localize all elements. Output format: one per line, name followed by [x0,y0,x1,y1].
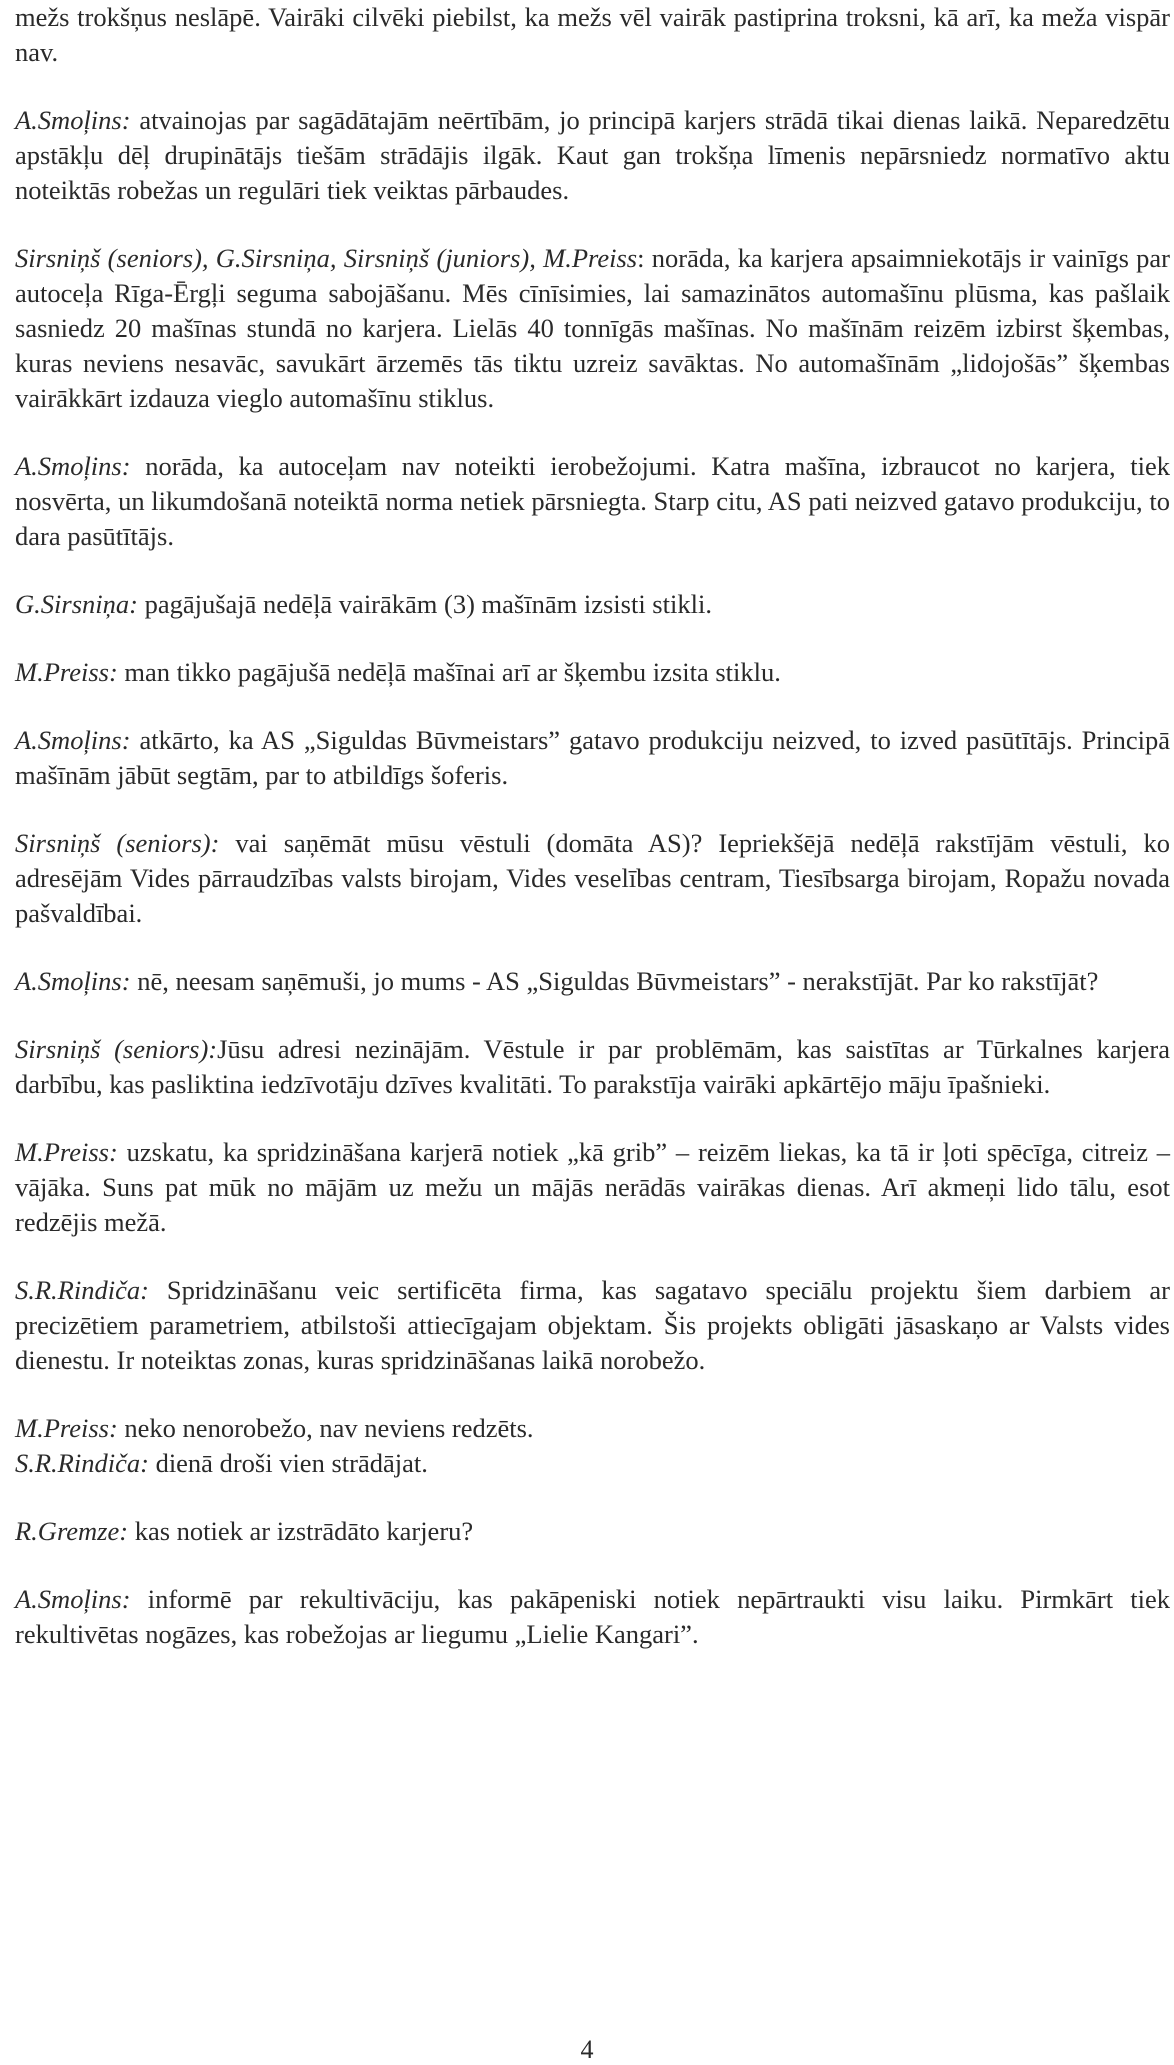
paragraph-10 [15,1032,1170,1102]
speaker-name: R.Gremze: [15,1516,129,1546]
paragraph-15 [15,1514,1170,1549]
paragraph-14 [15,1446,1170,1481]
speaker-name: A.Smoļins: [15,105,131,135]
paragraph-text: man tikko pagājušā nedēļā mašīnai arī ar šķembu izsita stiklu. [117,657,781,687]
paragraph-text: uzskatu, ka spridzināšana karjerā notiek „kā grib” – reizēm liekas, ka tā ir ļoti spēcīga, citreiz – vājāka. Suns pat mūk no mājām uz mežu un mājās nerādās vairākas dienas. Arī akmeņi lido tālu, esot redzējis mežā. [15,1137,1170,1237]
paragraph-8 [15,826,1170,931]
speaker-name: Sirsniņš (seniors): [15,828,220,858]
page-number: 4 [580,2035,594,2064]
paragraph-4 [15,449,1170,554]
paragraph-9 [15,964,1170,999]
paragraph-text: Spridzināšanu veic sertificēta firma, kas sagatavo speciālu projektu šiem darbiem ar precizētiem parametriem, atbilstoši attiecīgajam objektam. Šis projekts obligāti jāsaskaņo ar Valsts vides dienestu. Ir noteiktas zonas, kuras spridzināšanas laikā norobežo. [15,1275,1170,1375]
paragraph-12 [15,1273,1170,1378]
speaker-name: A.Smoļins: [15,966,131,996]
speaker-name: S.R.Rindiča: [15,1448,149,1478]
speaker-name: Sirsniņš (seniors): [15,1034,218,1064]
speaker-name: A.Smoļins: [15,725,131,755]
paragraph-text: atkārto, ka AS „Siguldas Būvmeistars” gatavo produkciju neizved, to izved pasūtītājs. Principā mašīnām jābūt segtām, par to atbildīgs šoferis. [15,725,1170,790]
paragraph-text: informē par rekultivāciju, kas pakāpeniski notiek nepārtraukti visu laiku. Pirmkārt tiek rekultivētas nogāzes, kas robežojas ar liegumu „Lielie Kangari”. [15,1584,1170,1649]
speaker-name: Sirsniņš (seniors), G.Sirsniņa, Sirsniņš (juniors), M.Preiss [15,243,638,273]
paragraph-text: dienā droši vien strādājat. [148,1448,428,1478]
paragraph-11 [15,1135,1170,1240]
paragraph-text: kas notiek ar izstrādāto karjeru? [128,1516,474,1546]
paragraph-2 [15,103,1170,208]
speaker-name: A.Smoļins: [15,1584,131,1614]
paragraph-text: neko nenorobežo, nav neviens redzēts. [117,1413,534,1443]
paragraph-text: mežs trokšņus neslāpē. Vairāki cilvēki piebilst, ka mežs vēl vairāk pastiprina troksni, kā arī, ka meža vispār nav. [15,2,1170,67]
speaker-name: S.R.Rindiča: [15,1275,149,1305]
paragraph-text: Jūsu adresi nezinājām. Vēstule ir par problēmām, kas saistītas ar Tūrkalnes karjera darbību, kas pasliktina iedzīvotāju dzīves kvalitāti. To parakstīja vairāki apkārtējo māju īpašnieki. [15,1034,1170,1099]
paragraph-7 [15,723,1170,793]
speaker-name: M.Preiss: [15,1137,118,1167]
speaker-name: M.Preiss: [15,1413,118,1443]
paragraph-text: pagājušajā nedēļā vairākām (3) mašīnām izsisti stikli. [137,589,712,619]
paragraph-16 [15,1582,1170,1652]
paragraph-text: atvainojas par sagādātajām neērtībām, jo principā karjers strādā tikai dienas laikā. Neparedzētu apstākļu dēļ drupinātājs tiešām strādājis ilgāk. Kaut gan trokšņa līmenis nepārsniedz normatīvo aktu noteiktās robežas un regulāri tiek veiktas pārbaudes. [15,105,1170,205]
speaker-name: G.Sirsniņa: [15,589,138,619]
paragraph-5 [15,587,1170,622]
paragraph-3 [15,241,1170,416]
document-body [15,0,1170,1652]
paragraph-13 [15,1411,1170,1446]
speaker-name: A.Smoļins: [15,451,131,481]
paragraph-6 [15,655,1170,690]
paragraph-text: nē, neesam saņēmuši, jo mums - AS „Siguldas Būvmeistars” - nerakstījāt. Par ko rakstījāt? [130,966,1099,996]
paragraph-text: norāda, ka autoceļam nav noteikti ierobežojumi. Katra mašīna, izbraucot no karjera, tiek nosvērta, un likumdošanā noteiktā norma netiek pārsniegta. Starp citu, AS pati neizved gatavo produkciju, to dara pasūtītājs. [15,451,1170,551]
paragraph-1 [15,0,1170,70]
paragraph-text: vai saņēmāt mūsu vēstuli (domāta AS)? Iepriekšējā nedēļā rakstījām vēstuli, ko adresējām Vides pārraudzības valsts birojam, Vides veselības centram, Tiesībsarga birojam, Ropažu novada pašvaldībai. [15,828,1170,928]
paragraph-text: : norāda, ka karjera apsaimniekotājs ir vainīgs par autoceļa Rīga-Ērgļi seguma sabojāšanu. Mēs cīnīsimies, lai samazinātos automašīnu plūsma, kas pašlaik sasniedz 20 mašīnas stundā no karjera. Lielās 40 tonnīgās mašīnas. No mašīnām reizēm izbirst šķembas, kuras neviens nesavāc, savukārt ārzemēs tās tiktu uzreiz savāktas. No automašīnām „lidojošās” šķembas vairākkārt izdauza vieglo automašīnu stiklus. [15,243,1170,413]
speaker-name: M.Preiss: [15,657,118,687]
